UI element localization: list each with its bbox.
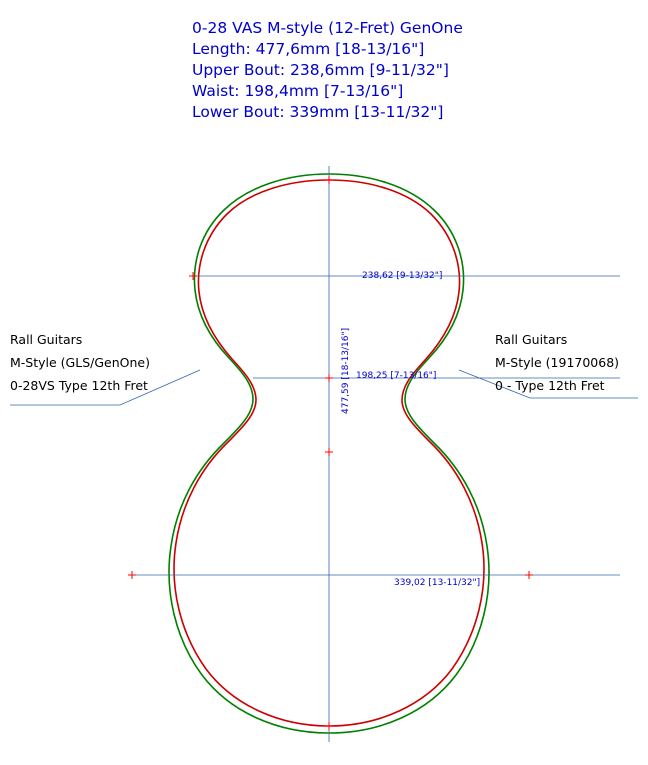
title-line-upper-bout: Upper Bout: 238,6mm [9-11/32"]	[192, 61, 449, 79]
note-left-line-1: Rall Guitars	[10, 332, 83, 347]
dimension-label-lower-bout: 339,02 [13-11/32"]	[394, 578, 481, 588]
title-block	[192, 18, 463, 123]
dimension-label-length: 477,59 [18-13/16"]	[341, 327, 351, 414]
note-right-line-2: M-Style (19170068)	[495, 355, 620, 370]
note-left	[10, 328, 150, 397]
title-line-length: Length: 477,6mm [18-13/16"]	[192, 40, 425, 58]
note-left-line-3: 0-28VS Type 12th Fret	[10, 378, 148, 393]
title-line-lower-bout: Lower Bout: 339mm [13-11/32"]	[192, 103, 444, 121]
note-right-line-3: 0 - Type 12th Fret	[495, 378, 605, 393]
title-line-waist: Waist: 198,4mm [7-13/16"]	[192, 82, 404, 100]
note-right-line-1: Rall Guitars	[495, 332, 568, 347]
note-right	[495, 328, 619, 397]
dimension-label-upper-bout: 238,62 [9-13/32"]	[362, 271, 443, 281]
title-line-model: 0-28 VAS M-style (12-Fret) GenOne	[192, 19, 463, 37]
note-left-line-2: M-Style (GLS/GenOne)	[10, 355, 150, 370]
dimension-label-waist: 198,25 [7-13/16"]	[356, 371, 437, 381]
